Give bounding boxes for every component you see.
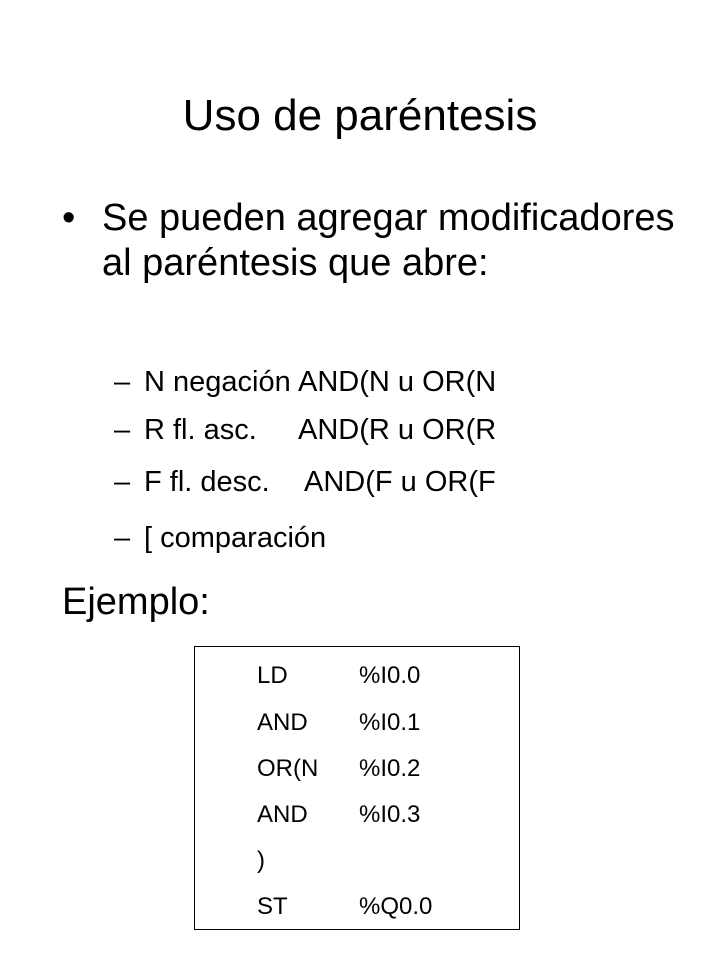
sub-label: [ comparación — [144, 522, 327, 554]
code-arg: %I0.0 — [359, 662, 421, 689]
bullet-mark: • — [62, 197, 76, 239]
code-op: OR(N — [257, 755, 319, 782]
slide-title: Uso de paréntesis — [182, 91, 538, 140]
code-arg: %I0.1 — [359, 709, 421, 736]
sub-label: R fl. asc. — [144, 414, 257, 446]
sub-dash: – — [114, 466, 131, 498]
example-label: Ejemplo: — [62, 581, 210, 623]
sub-value: AND(N u OR(N — [298, 366, 497, 398]
code-arg: %I0.2 — [359, 755, 421, 782]
sub-label: F fl. desc. — [144, 466, 270, 498]
code-op: ST — [257, 893, 288, 920]
code-op: ) — [257, 847, 265, 874]
sub-label: N negación — [144, 366, 291, 398]
bullet-text: Se pueden agregar modificadores al paréntesis que abre: — [102, 197, 675, 284]
code-op: AND — [257, 801, 308, 828]
sub-dash: – — [114, 522, 131, 554]
code-arg: %I0.3 — [359, 801, 421, 828]
code-box — [194, 646, 520, 930]
code-op: AND — [257, 709, 308, 736]
sub-dash: – — [114, 414, 131, 446]
sub-dash: – — [114, 366, 131, 398]
code-op: LD — [257, 662, 288, 689]
sub-value: AND(R u OR(R — [298, 414, 497, 446]
code-arg: %Q0.0 — [359, 893, 433, 920]
sub-value: AND(F u OR(F — [304, 466, 496, 498]
